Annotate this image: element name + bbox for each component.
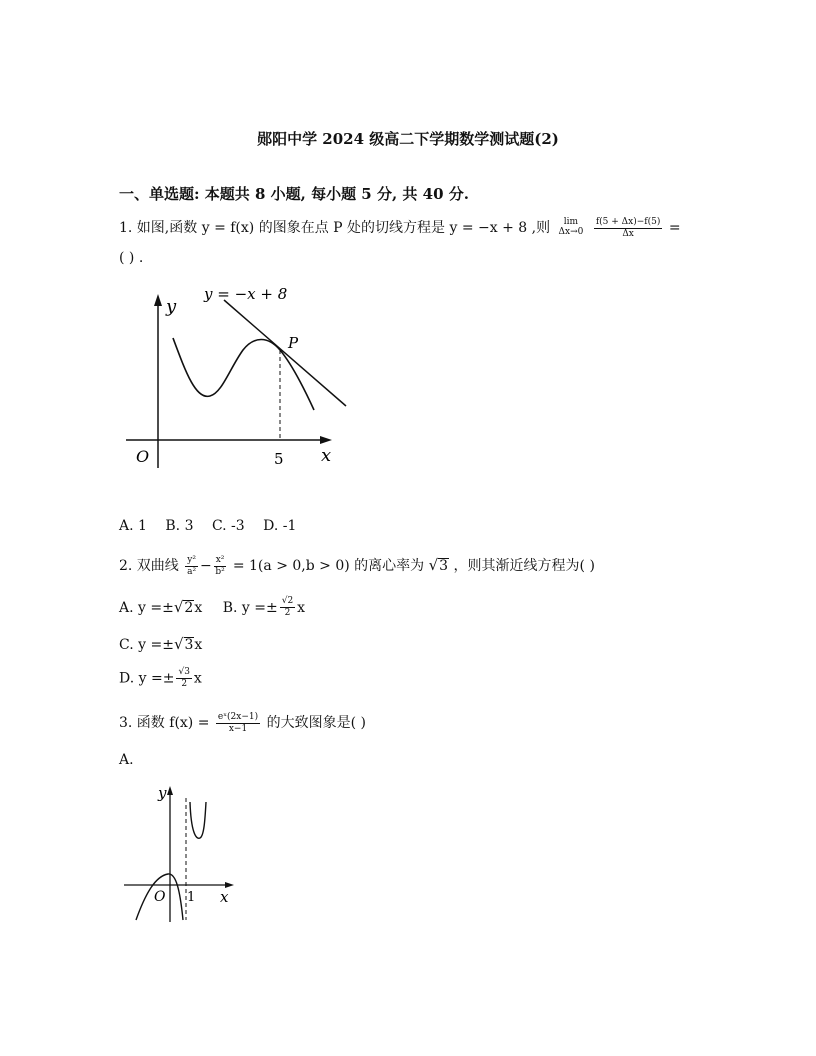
question-2-stem: 2. 双曲线 $\frac{\text{y²}}{\text{a²}}$ − $\frac{\text{x²}}{\text{b²}}$ = 1(a > 0,b > 0) 的离心率为 √3 ，则其渐近线方程为( )	[119, 554, 595, 577]
origin-label: O	[154, 889, 166, 905]
difference-quotient	[594, 218, 663, 239]
question-2-condition: = 1(a > 0,b > 0) 的离心率为	[232, 558, 425, 574]
tick-1-label: 1	[187, 890, 196, 905]
question-3-tail: 的大致图象是( )	[266, 715, 366, 731]
option-c[interactable]: C. y =±√3x	[119, 635, 203, 653]
x-axis-label: x	[321, 445, 332, 466]
y-axis-label: y	[166, 296, 177, 317]
option-a[interactable]: A. 1	[119, 518, 147, 534]
option-c[interactable]: C. -3	[211, 518, 245, 534]
question-3-option-a[interactable]: A.	[119, 752, 134, 768]
y-axis-arrow	[154, 294, 162, 306]
option-a[interactable]: A. y =±√2x	[119, 597, 203, 616]
section-heading: 一、单选题: 本题共 8 小题, 每小题 5 分, 共 40 分.	[119, 185, 469, 203]
x-axis-label: x	[220, 888, 229, 906]
radicand: 3	[439, 558, 449, 574]
question-1-blank: ( ) .	[119, 250, 144, 266]
question-2-tail: ，则其渐近线方程为( )	[453, 558, 595, 574]
question-2-lead: 2. 双曲线	[119, 558, 179, 574]
limit-operator	[559, 218, 584, 238]
y-axis-label: y	[158, 784, 167, 802]
question-3-stem	[119, 712, 366, 734]
origin-label: O	[136, 447, 150, 466]
question-3-fraction: $\frac{\text{eˣ(2x−1)}}{x-1}$	[217, 711, 259, 734]
tangent-line	[224, 300, 346, 406]
x-axis-arrow	[320, 436, 332, 444]
option-d[interactable]: D. -1	[263, 518, 297, 534]
quotient-denominator: Δx	[622, 228, 634, 239]
page-title: 郧阳中学 2024 级高二下学期数学测试题(2)	[257, 130, 559, 148]
fraction-y2-a2: $\frac{\text{y²}}{\text{a²}}$	[187, 554, 197, 577]
limit-subscript: Δx→0	[558, 227, 584, 237]
limit-word: lim	[563, 217, 579, 228]
question-1-lead: 1. 如图,函数 y = f(x) 的图象在点 P 处的切线方程是 y = −x + 8 ,则	[119, 220, 551, 236]
option-b[interactable]: B. 3	[165, 518, 194, 534]
option-b[interactable]: B. y =± $\frac{√2}{2}$ x	[222, 596, 306, 618]
radical-sign: √	[428, 556, 439, 574]
point-p-label: P	[288, 334, 299, 352]
y-axis-arrow	[167, 786, 173, 795]
option-d[interactable]: D. y =± $\frac{√3}{2}$ x	[119, 667, 202, 689]
quotient-numerator: f(5 + Δx)−f(5)	[595, 216, 661, 227]
equals-sign: =	[668, 220, 681, 236]
question-3-lead: 3. 函数 f(x) =	[119, 715, 210, 731]
right-branch-curve	[190, 802, 206, 838]
question-3-figure-a	[120, 780, 240, 925]
tangent-label: y = −x + 8	[204, 285, 288, 303]
question-1-options	[119, 518, 310, 534]
question-1-stem	[119, 217, 681, 239]
question-1-figure	[118, 278, 368, 478]
question-2-options-ab	[119, 597, 305, 618]
fraction-x2-b2: $\frac{\text{x²}}{\text{b²}}$	[215, 554, 225, 577]
tick-5-label: 5	[274, 450, 284, 468]
